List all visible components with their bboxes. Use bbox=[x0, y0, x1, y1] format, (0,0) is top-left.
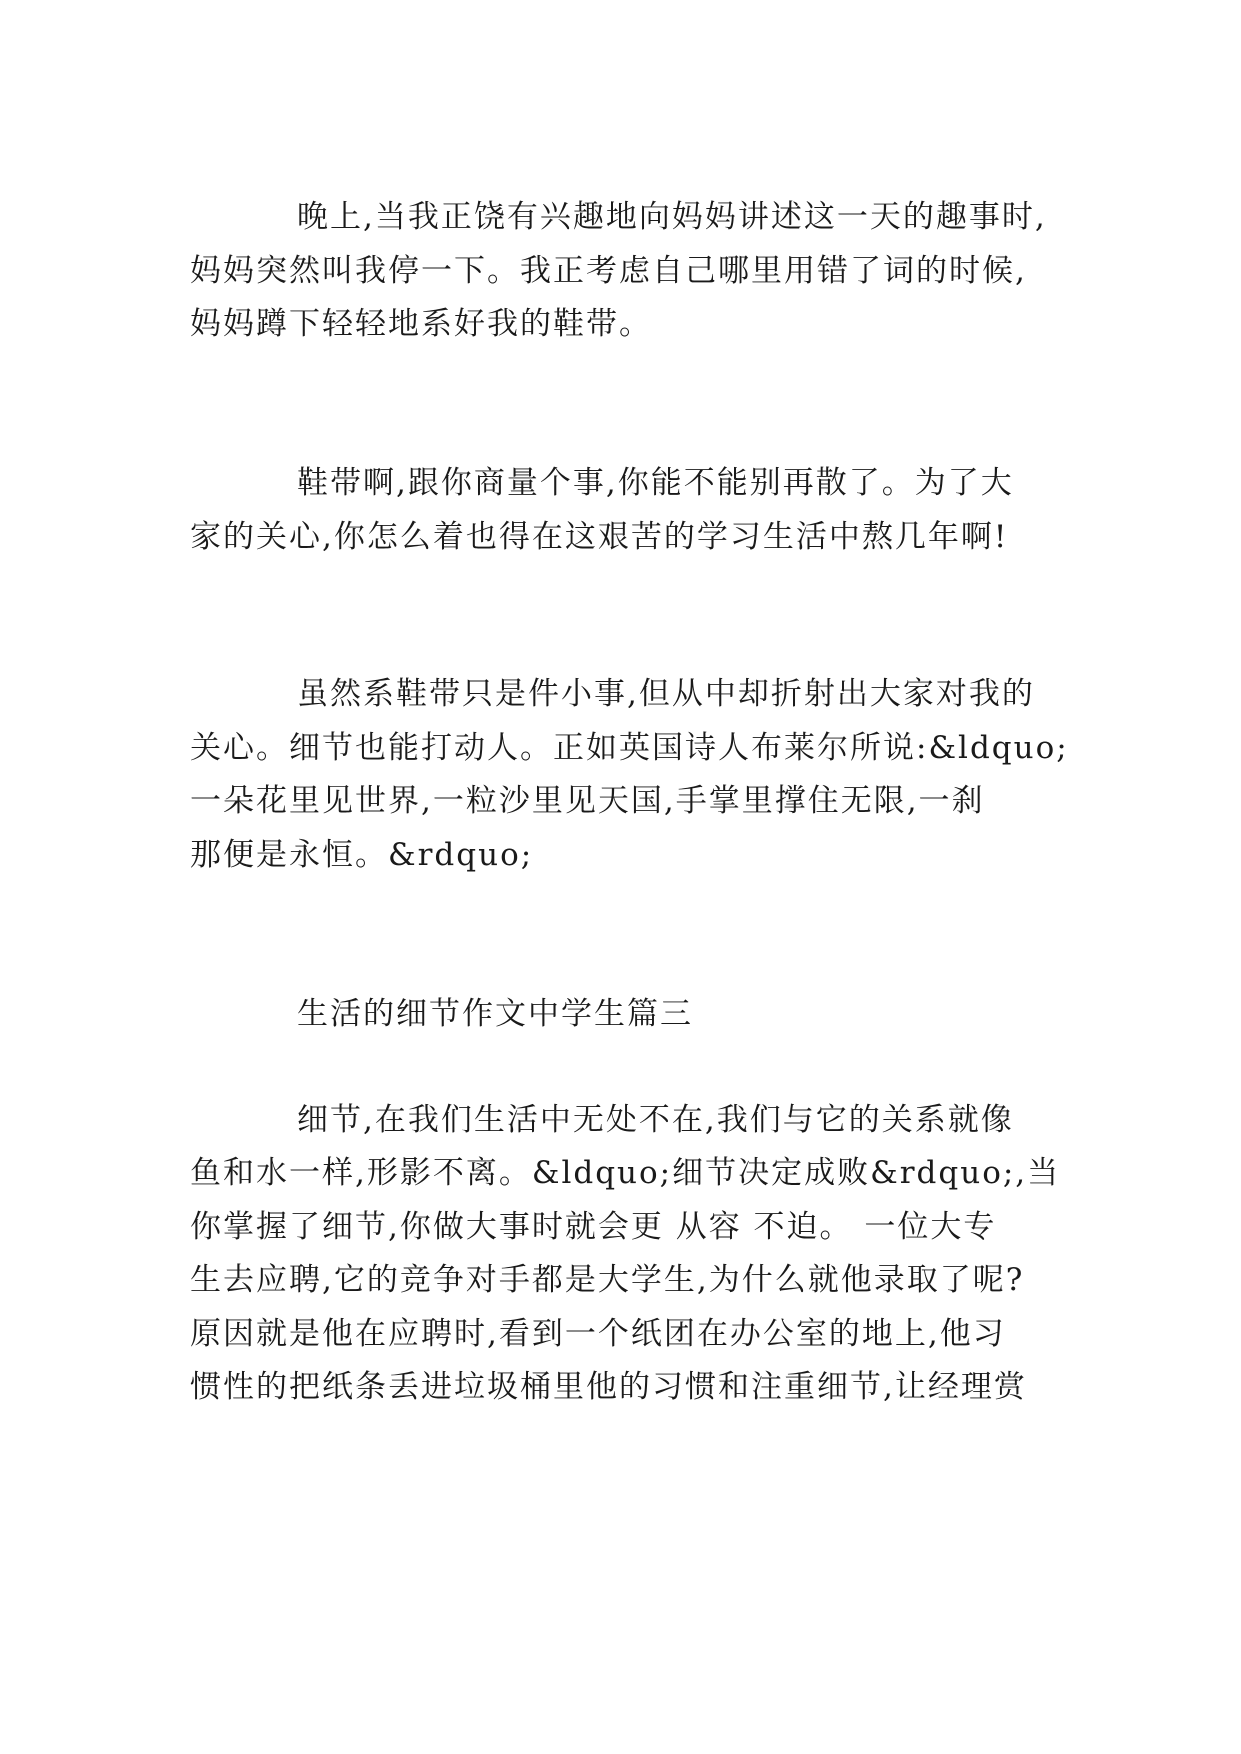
paragraph-5-line-3: 你掌握了细节,你做大事时就会更 从容 不迫。 一位大专 bbox=[190, 1209, 997, 1245]
paragraph-3-line-3: 一朵花里见世界,一粒沙里见天国,手掌里撑住无限,一刹 bbox=[190, 783, 985, 819]
paragraph-3-line-2: 关心。细节也能打动人。正如英国诗人布莱尔所说:&ldquo; bbox=[190, 730, 1069, 766]
paragraph-5-line-6: 惯性的把纸条丢进垃圾桶里他的习惯和注重细节,让经理赏 bbox=[190, 1369, 1027, 1405]
paragraph-3-line-1: 虽然系鞋带只是件小事,但从中却折射出大家对我的 bbox=[297, 676, 1035, 712]
paragraph-5-line-2: 鱼和水一样,形影不离。&ldquo;细节决定成败&rdquo;,当 bbox=[190, 1155, 1061, 1191]
paragraph-3-line-4: 那便是永恒。&rdquo; bbox=[190, 837, 534, 873]
paragraph-5-line-5: 原因就是他在应聘时,看到一个纸团在办公室的地上,他习 bbox=[190, 1316, 1006, 1352]
paragraph-1-line-3: 妈妈蹲下轻轻地系好我的鞋带。 bbox=[190, 306, 652, 342]
paragraph-2-line-2: 家的关心,你怎么着也得在这艰苦的学习生活中熬几年啊! bbox=[190, 519, 1009, 555]
paragraph-1-line-2: 妈妈突然叫我停一下。我正考虑自己哪里用错了词的时候, bbox=[190, 253, 1027, 289]
paragraph-1-line-1: 晚上,当我正饶有兴趣地向妈妈讲述这一天的趣事时, bbox=[297, 199, 1047, 235]
paragraph-5-line-1: 细节,在我们生活中无处不在,我们与它的关系就像 bbox=[297, 1102, 1014, 1138]
section-heading: 生活的细节作文中学生篇三 bbox=[297, 996, 693, 1032]
paragraph-2-line-1: 鞋带啊,跟你商量个事,你能不能别再散了。为了大 bbox=[297, 465, 1014, 501]
paragraph-5-line-4: 生去应聘,它的竞争对手都是大学生,为什么就他录取了呢? bbox=[190, 1262, 1025, 1298]
